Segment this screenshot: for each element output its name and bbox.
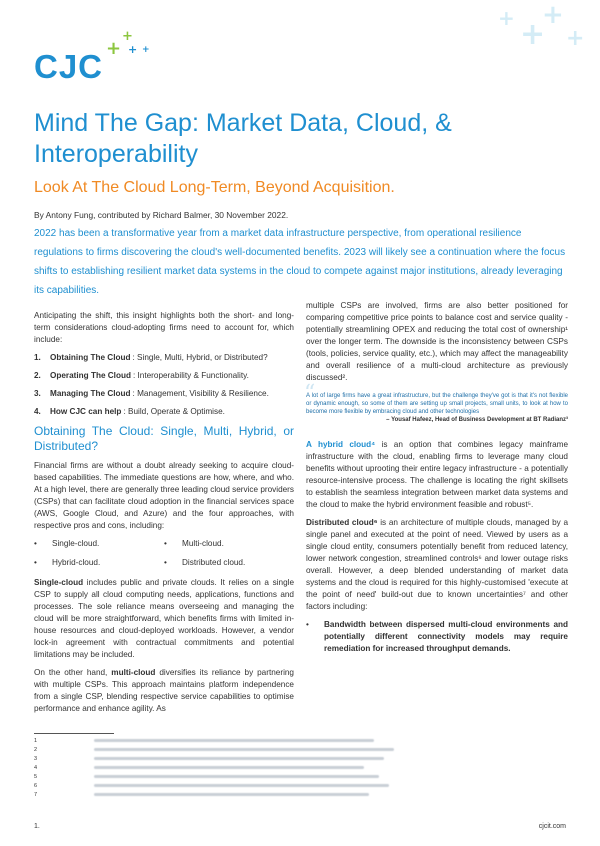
decorative-plus-pattern: + + + + [498, 0, 585, 52]
footnote: 1 [34, 736, 574, 745]
list-item: • Single-cloud. [34, 539, 100, 548]
logo-text: CJC [34, 48, 104, 85]
quote-icon: “ [304, 381, 316, 406]
left-column [34, 310, 294, 721]
footnote: 2 [34, 745, 574, 754]
logo-plus-icon: + [122, 29, 133, 44]
article-subtitle: Look At The Cloud Long-Term, Beyond Acquisition. [34, 179, 395, 196]
logo-plus-icon: + [106, 38, 122, 59]
list-item: 4. How CJC can help : Build, Operate & Optimise. [34, 407, 225, 416]
article-byline: By Antony Fung, contributed by Richard Balmer, 30 November 2022. [34, 210, 289, 220]
list-item: 2. Operating The Cloud : Interoperability & Functionality. [34, 371, 249, 380]
cjc-logo [34, 30, 164, 86]
footnote: 3 [34, 754, 574, 763]
paragraph: Single-cloud includes public and private clouds. It relies on a single CSP to supply all cloud computing needs, applications, functions and processes. The sole reliance means overseeing and managing the cloud will be more straightforward, which benefits firms with limited in-house resources and cloud-deployed workloads. However, a vendor lock-in agreement with contractual commitments and potential limitations may be included. [34, 578, 294, 659]
page-number: 1. [34, 823, 40, 830]
list-item: 3. Managing The Cloud : Management, Visibility & Resilience. [34, 389, 269, 398]
right-column [306, 300, 568, 655]
topics-list [34, 352, 294, 418]
article-title: Mind The Gap: Market Data, Cloud, & Interoperability [34, 109, 452, 168]
footnote: 4 [34, 763, 574, 772]
footnote-divider [34, 733, 114, 734]
intro-paragraph: Anticipating the shift, this insight highlights both the short- and long-term considerations cloud-adopting firms need to account for, which include: [34, 311, 294, 344]
list-item: • Multi-cloud. [164, 539, 224, 548]
paragraph: On the other hand, multi-cloud diversifies its reliance by partnering with multiple CSPs. This approach maintains platform independence from a single CSP, blending respective service capabilities to optimise performance and enhance agility. As [34, 668, 294, 713]
list-item: • Hybrid-cloud. [34, 558, 101, 567]
footnote: 6 [34, 781, 574, 790]
website-link[interactable]: cjcit.com [538, 823, 566, 830]
quote-text: A lot of large firms have a great infrastructure, but the challenge they've got is that it's not flexible or dynamic enough, so some of them are setting up small projects, small units, to look at how to become more flexible by embracing cloud and other technologies [306, 393, 568, 415]
footnotes [34, 733, 574, 799]
footnote: 7 [34, 790, 574, 799]
list-item: 1. Obtaining The Cloud : Single, Multi, Hybrid, or Distributed? [34, 353, 268, 362]
pull-quote [304, 381, 568, 425]
paragraph: A hybrid cloud⁴ is an option that combines legacy mainframe infrastructure with the cloud, enabling firms to leverage many cloud benefits without uprooting their entire legacy infrastructure - a potentially resource-intensive process. The challenge is locating the right skillsets to establish the seamless integration between market data systems and the cloud to make the hybrid environment feasible and robust⁵. [306, 440, 568, 509]
paragraph: multiple CSPs are involved, firms are also better positioned for comparing competitive price points to balance cost and service quality - potentially streamlining OPEX and reducing the total cost of ownership¹ over the longer term. The downside is the inconsistency between CSPs (tools, policies, service quality, etc.), which may affect the manageability and overall resilience of a multi-cloud architecture as previously discussed². [306, 301, 568, 382]
list-item: • Distributed cloud. [164, 558, 246, 567]
logo-plus-icon: + [142, 45, 150, 55]
section-heading: Obtaining The Cloud: Single, Multi, Hybrid, or Distributed? [34, 424, 294, 453]
footnote: 5 [34, 772, 574, 781]
paragraph: Financial firms are without a doubt already seeking to acquire cloud-based capabilities. The immediate questions are how, where, and who. At a high level, there are generally three leading cloud service providers (CSPs) that can facilitate cloud adoption in the financial services space (AWS, Google Cloud, and Azure) and the four approaches, with respective pros and cons, including: [34, 461, 294, 530]
logo-plus-icon: + [128, 43, 138, 56]
article-lead: 2022 has been a transformative year from a market data infrastructure perspective, from operational resilience regulations to firms discovering the cloud's well-documented benefits. 2023 will likely see a continuation where the focus shifts to establishing resilient market data systems in the cloud to compete against major institutions, already leveraging its capabilities. [34, 228, 566, 296]
quote-source: – Yousaf Hafeez, Head of Business Development at BT Radianz³ [386, 417, 568, 423]
list-item: • Bandwidth between dispersed multi-cloud environments and potentially different connectivity models may require remediation for increased throughput demands. [306, 620, 568, 653]
paragraph: Distributed cloud⁶ is an architecture of multiple clouds, managed by a single panel and executed at the point of need. Viewed by users as a single cloud entity, consumers potentially benefit from reduced latency, lower network congestion, streamlined controls⁶ and lower outage risks overall. However, a deep blended understanding of market data systems and the cloud is required for this highly-customised 'execute at the point of need' build-out due to known uncertainties⁷ and other factors including: [306, 518, 569, 611]
cloud-types-list [34, 538, 294, 569]
